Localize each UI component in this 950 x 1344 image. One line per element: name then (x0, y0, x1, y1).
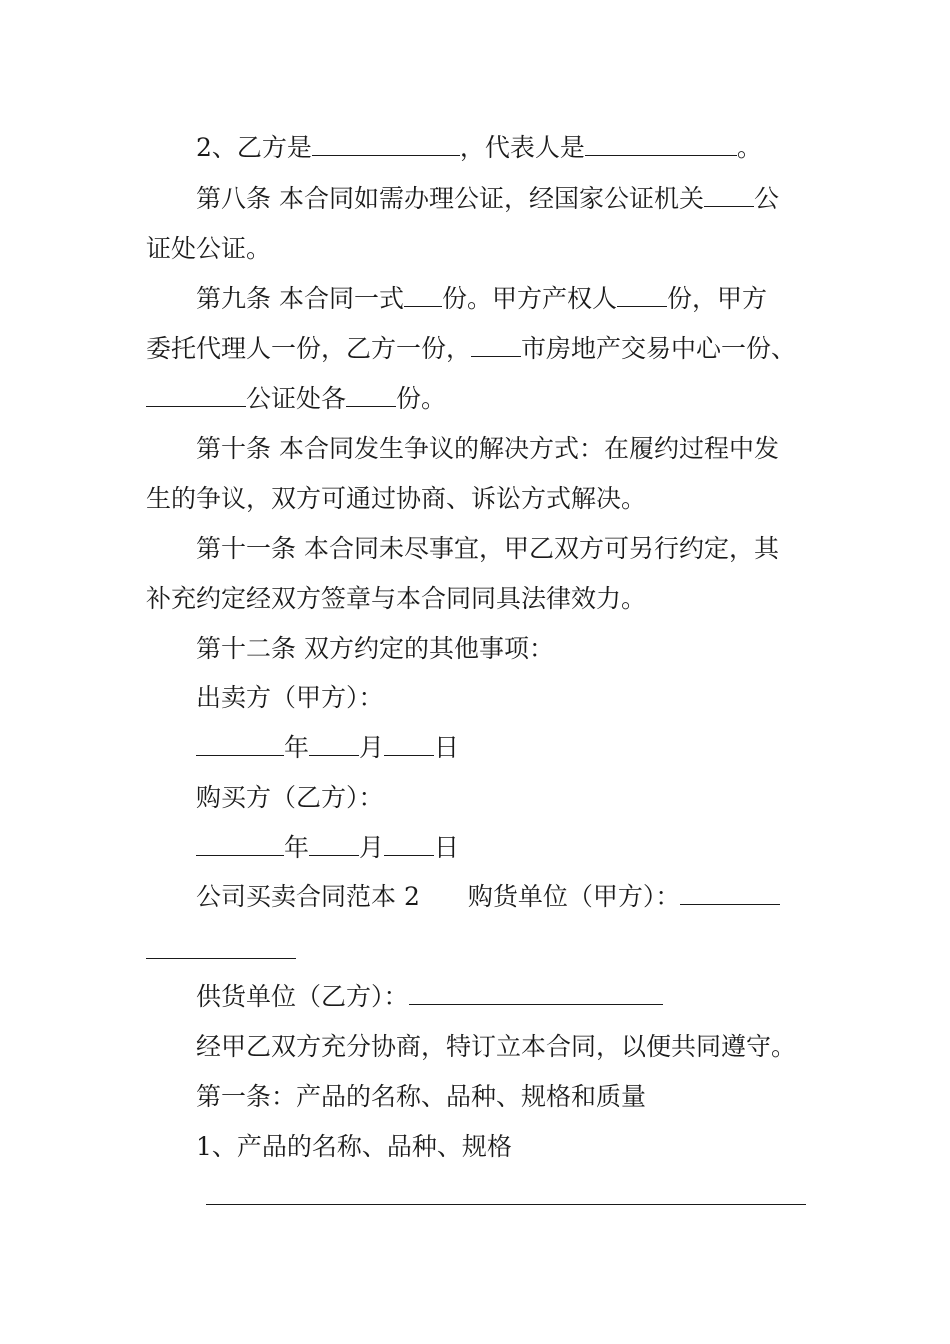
blank-purchaser-continued (146, 958, 296, 959)
blank-copies-owner (617, 286, 667, 307)
blank-buyer-day (384, 835, 434, 856)
clause-9-line2 (146, 332, 810, 366)
seller-label: 出卖方（甲方）： (196, 683, 384, 712)
blank-buyer-month (309, 835, 359, 856)
blank-party-b-name (312, 135, 460, 156)
blank-supplier (409, 984, 663, 1005)
text: 年 (284, 833, 310, 862)
text: 委托代理人一份，乙方一份， (146, 334, 472, 363)
text: 市房地产交易中心一份、 (521, 334, 797, 363)
text: 2、乙方是 (196, 133, 312, 162)
clause-11-line2: 补充约定经双方签章与本合同同具法律效力。 (146, 584, 647, 613)
supplier-line (196, 980, 810, 1014)
agreement-statement: 经甲乙双方充分协商，特订立本合同，以便共同遵守。 (196, 1032, 797, 1061)
seller-date (196, 731, 810, 765)
blank-copies-total (404, 286, 442, 307)
text: 份，甲方 (666, 284, 767, 313)
text: 第八条 本合同如需办理公证，经国家公证机关 (196, 184, 704, 213)
contract-2-heading (196, 880, 810, 914)
blank-city (471, 336, 521, 357)
clause-10-line1: 第十条 本合同发生争议的解决方式：在履约过程中发 (196, 434, 779, 463)
blank-seller-month (309, 735, 359, 756)
text: 。 (736, 133, 762, 162)
text: 月 (359, 733, 385, 762)
blank-seller-day (384, 735, 434, 756)
text: 日 (434, 733, 460, 762)
text: ，代表人是 (459, 133, 585, 162)
blank-notary-name (146, 386, 246, 407)
contract-title: 公司买卖合同范本 2 (196, 882, 420, 911)
text: 份。甲方产权人 (441, 284, 617, 313)
clause-11-line1: 第十一条 本合同未尽事宜，甲乙双方可另行约定，其 (196, 534, 779, 563)
blank-copies-notary (346, 386, 396, 407)
buyer-date (196, 831, 810, 865)
clause-9-line1 (196, 282, 810, 316)
blank-seller-year (196, 735, 284, 756)
blank-buyer-year (196, 835, 284, 856)
clause-9-line3 (146, 382, 810, 416)
text: 月 (359, 833, 385, 862)
blank-party-b-representative (585, 135, 737, 156)
clause-10-line2: 生的争议，双方可通过协商、诉讼方式解决。 (146, 484, 647, 513)
supplier-label: 供货单位（乙方）： (196, 982, 409, 1011)
text: 日 (434, 833, 460, 862)
blank-notary-office (704, 186, 754, 207)
text: 年 (284, 733, 310, 762)
purchaser-label: 购货单位（甲方）： (467, 882, 681, 911)
clause-8-line2: 证处公证。 (146, 234, 272, 263)
clause-8-line1 (196, 182, 810, 216)
article-1-heading: 第一条：产品的名称、品种、规格和质量 (196, 1082, 647, 1111)
text: 公证处各 (246, 384, 347, 413)
text: 第九条 本合同一式 (196, 284, 404, 313)
text: 公 (753, 184, 779, 213)
article-1-item-1: 1、产品的名称、品种、规格 (196, 1132, 512, 1161)
clause-12: 第十二条 双方约定的其他事项： (196, 634, 554, 663)
buyer-label: 购买方（乙方）： (196, 783, 384, 812)
blank-product-spec (206, 1204, 806, 1205)
blank-purchaser (680, 884, 780, 905)
text: 份。 (396, 384, 447, 413)
clause-party-b (196, 131, 810, 165)
